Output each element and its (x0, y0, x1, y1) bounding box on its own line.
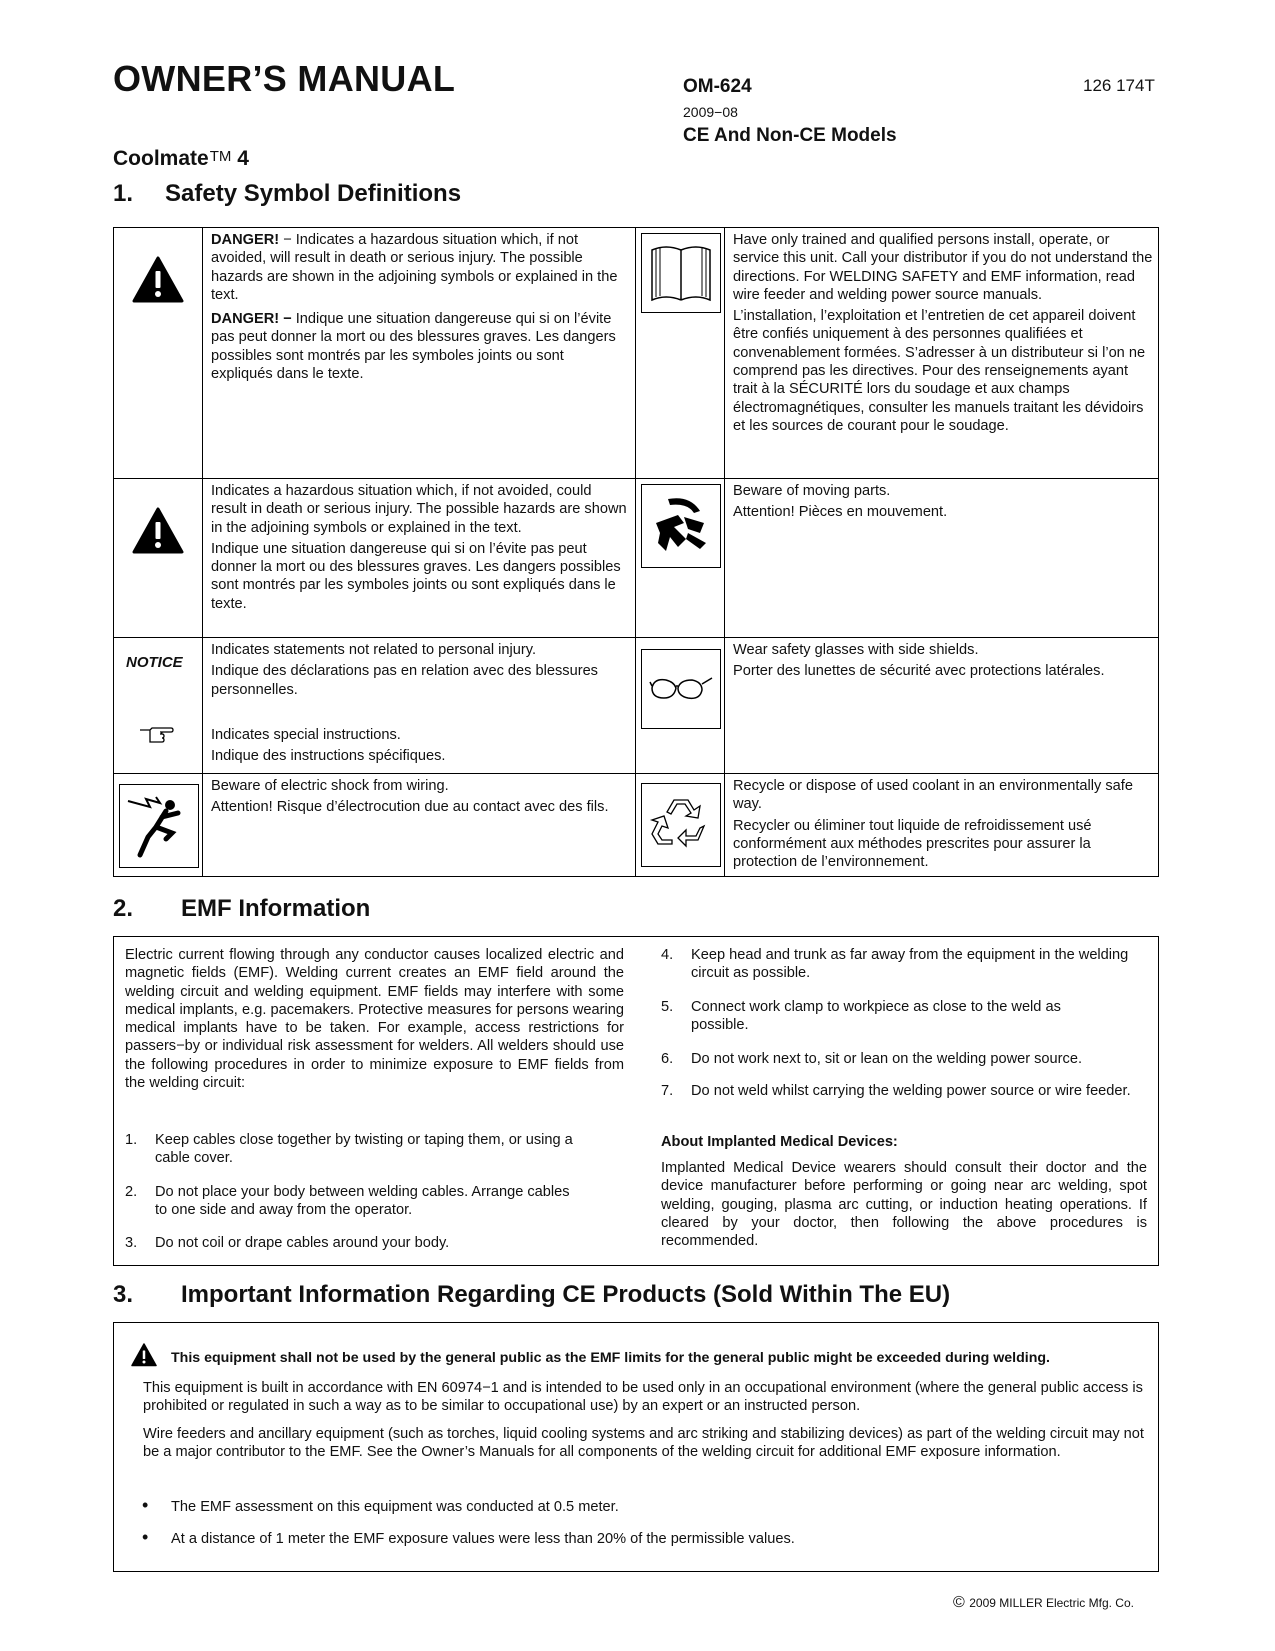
shock-icon-frame (119, 784, 199, 868)
emf-info-box (113, 936, 1159, 1266)
special-en-text: Indicates special instructions. (211, 727, 401, 743)
special-fr-text: Indique des instructions spécifiques. (211, 748, 446, 765)
danger-text-cell (202, 227, 636, 479)
moving-parts-symbol-cell (635, 478, 725, 638)
notice-fr-text: Indique des déclarations pas en relation avec des blessures personnelles. (211, 663, 598, 698)
ce-bullet-1: The EMF assessment on this equipment was conducted at 0.5 meter. (171, 1499, 619, 1515)
warning-en-text: Indicates a hazardous situation which, if not avoided, could result in death or serious injury. The possible hazards are shown in the adjoining symbols or explained in the text. (211, 483, 627, 536)
list-item-text: Do not work next to, sit or lean on the welding power source. (691, 1051, 1082, 1067)
list-item-text: Keep head and trunk as far away from the equipment in the welding circuit as possible. (691, 947, 1129, 982)
bullet-dot: • (142, 1527, 149, 1547)
om-number: OM-624 (683, 76, 752, 97)
list-item-number: 6. (661, 1051, 674, 1067)
implant-heading: About Implanted Medical Devices: (661, 1134, 898, 1150)
recycle-icon (648, 792, 714, 858)
recycle-icon-frame (641, 783, 721, 867)
danger-en-body: − Indicates a hazardous situation which, if not avoided, will result in death or serious injury. The possible hazards are shown in the adjoining symbols or explained in the text. (211, 232, 618, 303)
revision-date: 2009−08 (683, 104, 738, 120)
product-name (113, 147, 249, 171)
list-item-text: Do not coil or drape cables around your body. (155, 1235, 450, 1251)
section-1-heading (113, 180, 461, 208)
section-3-number: 3. (113, 1281, 134, 1308)
section-3-heading (113, 1281, 950, 1309)
manual-fr-text: L’installation, l’exploitation et l’entretien de cet appareil doivent être confiés uniquement à des personnes qualifiées et convenablement formées. S’adresser à un distributeur si l’on ne comprend pas les directives. Pour des renseignements ayant trait à la SÉCURITÉ lors du soudage et aux champs électromagnétiques, consulter les manuels traitant les dévidoirs et les sources de courant pour le soudage. (733, 308, 1146, 434)
notice-text-cell (202, 637, 636, 774)
notice-label: NOTICE (126, 654, 183, 671)
moving-parts-text-cell (724, 478, 1159, 638)
recycle-en-text: Recycle or dispose of used coolant in an environmentally safe way. (733, 778, 1133, 813)
moving-parts-icon (648, 493, 714, 559)
implant-text: Implanted Medical Device wearers should consult their doctor and the device manufacturer before performing or going near arc welding, spot welding, gouging, plasma arc cutting, or induction heating operations. If cleared by your doctor, then following the above procedures is recommended. (661, 1160, 1147, 1250)
bullet-dot: • (142, 1495, 149, 1515)
danger-fr-body: Indique une situation dangereuse qui si on l’évite pas peut donner la mort ou des blessures graves. Les dangers possibles sont montrés par les symboles joints ou sont expliqués dans le texte. (211, 311, 616, 383)
glasses-fr-text: Porter des lunettes de sécurité avec protections latérales. (733, 663, 1105, 680)
notice-en-text: Indicates statements not related to personal injury. (211, 642, 537, 658)
list-item-text: Do not place your body between welding cables. Arrange cables to one side and away from the operator. (155, 1184, 570, 1219)
ce-bullet-2: At a distance of 1 meter the EMF exposure values were less than 20% of the permissible values. (171, 1531, 795, 1547)
recycle-symbol-cell (635, 773, 725, 877)
recycle-text-cell (724, 773, 1159, 877)
shock-text-cell (202, 773, 636, 877)
list-item-number: 1. (125, 1132, 138, 1148)
warning-symbol-cell (113, 478, 203, 638)
document-number: 126 174T (1083, 76, 1155, 95)
moving-parts-en-text: Beware of moving parts. (733, 483, 891, 499)
copyright-notice (953, 1594, 1134, 1612)
pointing-hand-icon (138, 726, 174, 744)
section-1-number: 1. (113, 180, 134, 207)
list-item-text: Keep cables close together by twisting or taping them, or using a cable cover. (155, 1132, 573, 1167)
glasses-symbol-cell (635, 637, 725, 774)
ce-para-1: This equipment is built in accordance with EN 60974−1 and is intended to be used only in an occupational environment (where the general public access is prohibited or regulated in such a way as to be similar to occupational use) by an expert or an instructed person. (143, 1380, 1143, 1415)
list-item-text: Do not weld whilst carrying the welding power source or wire feeder. (691, 1083, 1131, 1099)
product-suffix: 4 (231, 147, 249, 170)
list-item-text: Connect work clamp to workpiece as close to the weld as possible. (691, 999, 1061, 1034)
ce-warning-text: This equipment shall not be used by the general public as the EMF limits for the general public might be exceeded during welding. (171, 1350, 1050, 1366)
copyright-symbol: © (953, 1594, 965, 1611)
electric-shock-icon (126, 793, 192, 859)
manual-title: OWNER’S MANUAL (113, 58, 456, 99)
safety-glasses-icon (648, 672, 714, 706)
models-label: CE And Non-CE Models (683, 125, 897, 146)
shock-symbol-cell (113, 773, 203, 877)
product-name-text: Coolmate (113, 147, 209, 170)
danger-triangle-icon (132, 256, 184, 304)
list-item-number: 4. (661, 947, 674, 963)
manual-symbol-cell (635, 227, 725, 479)
section-2-heading (113, 895, 370, 923)
list-item-number: 7. (661, 1083, 674, 1099)
ce-para-2: Wire feeders and ancillary equipment (such as torches, liquid cooling systems and arc striking and stabilizing devices) as part of the welding circuit may not be a major contributor to the EMF. See the Owner’s Manuals for all components of the welding circuit for additional EMF exposure information. (143, 1426, 1144, 1461)
notice-symbol-cell (113, 637, 203, 774)
list-item-number: 3. (125, 1235, 138, 1251)
ce-info-box (113, 1322, 1159, 1572)
section-1-title: Safety Symbol Definitions (165, 180, 462, 207)
moving-parts-icon-frame (641, 484, 721, 568)
moving-parts-fr-text: Attention! Pièces en mouvement. (733, 504, 948, 521)
ce-warning-triangle-icon (131, 1343, 157, 1367)
manual-text-cell (724, 227, 1159, 479)
trademark-mark: TM (209, 148, 232, 165)
shock-fr-text: Attention! Risque d’électrocution due au contact avec des fils. (211, 799, 609, 816)
glasses-icon-frame (641, 649, 721, 729)
danger-fr-label: DANGER! − (211, 311, 292, 328)
shock-en-text: Beware of electric shock from wiring. (211, 778, 449, 794)
recycle-fr-text: Recycler ou éliminer tout liquide de refroidissement usé conformément aux méthodes prescrites pour assurer la protection de l’environnement. (733, 817, 1092, 871)
danger-en-label: DANGER! (211, 232, 280, 248)
copyright-text: 2009 MILLER Electric Mfg. Co. (969, 1596, 1134, 1610)
glasses-en-text: Wear safety glasses with side shields. (733, 642, 979, 658)
manual-icon-frame (641, 233, 721, 313)
danger-symbol-cell (113, 227, 203, 479)
section-3-title: Important Information Regarding CE Products (Sold Within The EU) (181, 1281, 951, 1308)
list-item-number: 5. (661, 999, 674, 1015)
emf-intro-text: Electric current flowing through any conductor causes localized electric and magnetic fields (EMF). Welding current creates an EMF field around the welding circuit and welding equipment. EMF fields may interfere with some medical implants, e.g. pacemakers. Protective measures for persons wearing medical implants have to be taken. For example, access restrictions for passers−by or individual risk assessment for welders. All welders should use the following procedures in order to minimize exposure to EMF fields from the welding circuit: (125, 947, 624, 1092)
glasses-text-cell (724, 637, 1159, 774)
section-2-number: 2. (113, 895, 134, 922)
warning-text-cell (202, 478, 636, 638)
manual-en-text: Have only trained and qualified persons install, operate, or service this unit. Call your distributor if you do not understand the directions. For WELDING SAFETY and EMF information, read wire feeder and welding power source manuals. (733, 232, 1153, 303)
warning-fr-text: Indique une situation dangereuse qui si on l’évite pas peut donner la mort ou des blessures graves. Les dangers possibles sont montrés par les symboles joints ou sont expliqués dans le texte. (211, 540, 621, 612)
warning-triangle-icon (132, 507, 184, 555)
section-2-title: EMF Information (181, 895, 371, 922)
danger-en-text (211, 231, 629, 304)
read-manual-icon (646, 242, 716, 304)
danger-fr-text (211, 310, 629, 383)
list-item-number: 2. (125, 1184, 138, 1200)
